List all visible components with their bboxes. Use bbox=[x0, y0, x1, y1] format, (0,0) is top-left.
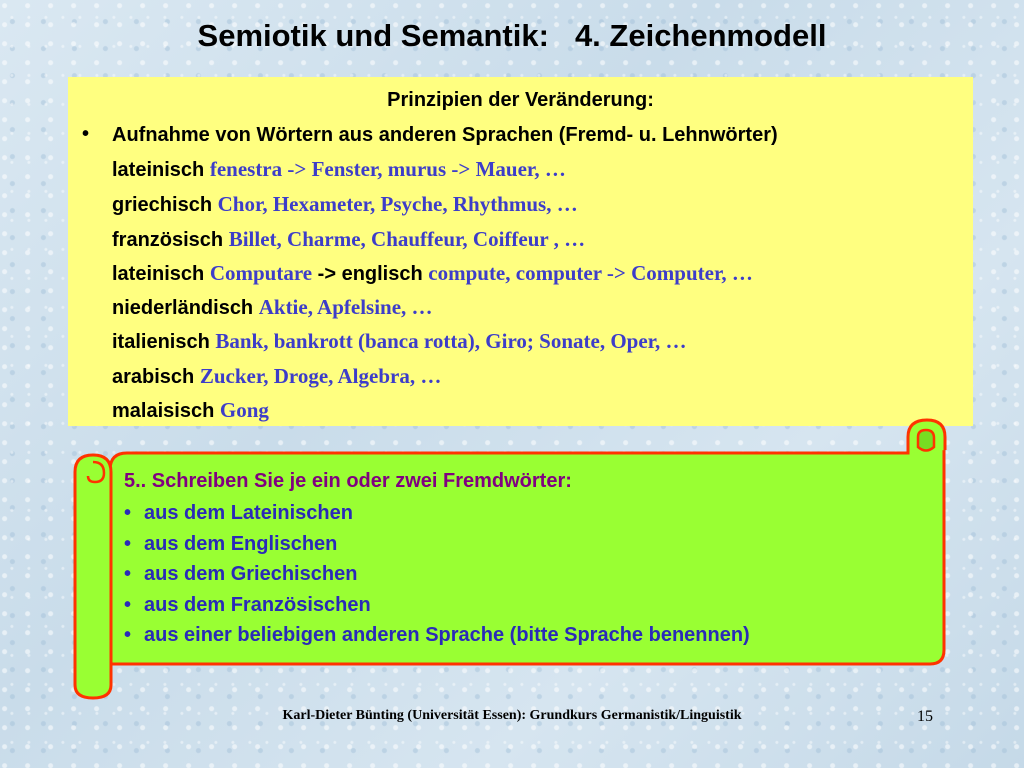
bullet-icon: • bbox=[124, 502, 132, 524]
title-part-1: Semiotik und Semantik: bbox=[197, 18, 549, 53]
language-label: niederländisch bbox=[112, 297, 254, 319]
bullet-icon: • bbox=[124, 624, 132, 646]
examples: Billet, Charme, Chauffeur, Coiffeur , … bbox=[228, 227, 586, 251]
task-item-text: aus dem Griechischen bbox=[144, 563, 358, 585]
task-item bbox=[124, 563, 357, 586]
examples: Bank, bankrott (banca rotta), Giro; Sonate, Oper, … bbox=[215, 329, 687, 353]
language-label: griechisch bbox=[112, 194, 213, 216]
language-label: malaisisch bbox=[112, 400, 215, 422]
footer-credit: Karl-Dieter Bünting (Universität Essen): Grundkurs Germanistik/Linguistik bbox=[282, 708, 742, 723]
language-label: lateinisch bbox=[112, 159, 205, 181]
page-number: 15 bbox=[917, 708, 933, 725]
task-item-text: aus dem Lateinischen bbox=[144, 502, 353, 524]
task-item-text: aus einer beliebigen anderen Sprache (bitte Sprache benennen) bbox=[144, 624, 750, 646]
task-item bbox=[124, 594, 371, 617]
task-item bbox=[124, 502, 353, 525]
examples: Zucker, Droge, Algebra, … bbox=[199, 364, 442, 388]
examples: Gong bbox=[219, 398, 269, 422]
examples: Aktie, Apfelsine, … bbox=[258, 295, 433, 319]
bullet-icon: • bbox=[124, 533, 132, 555]
examples-2: compute, computer -> Computer, … bbox=[428, 261, 753, 285]
examples: fenestra -> Fenster, murus -> Mauer, … bbox=[209, 157, 566, 181]
examples: Computare bbox=[209, 261, 313, 285]
language-label: arabisch bbox=[112, 366, 195, 388]
language-label: französisch bbox=[112, 229, 224, 251]
bullet-icon: • bbox=[124, 594, 132, 616]
language-label: italienisch bbox=[112, 331, 210, 353]
task-item-text: aus dem Französischen bbox=[144, 594, 371, 616]
task-item-text: aus dem Englischen bbox=[144, 533, 338, 555]
task-item bbox=[124, 624, 750, 647]
bullet-icon: • bbox=[82, 123, 90, 145]
task-heading: 5.. Schreiben Sie je ein oder zwei Fremdwörter: bbox=[124, 470, 572, 492]
bullet-icon: • bbox=[124, 563, 132, 585]
examples: Chor, Hexameter, Psyche, Rhythmus, … bbox=[217, 192, 578, 216]
language-label: lateinisch bbox=[112, 263, 205, 285]
main-point-text: Aufnahme von Wörtern aus anderen Sprachen (Fremd- u. Lehnwörter) bbox=[112, 124, 778, 146]
scroll-right-curl-inner bbox=[918, 430, 934, 451]
language-transition: -> englisch bbox=[317, 263, 423, 285]
title-part-2: 4. Zeichenmodell bbox=[574, 18, 827, 53]
scroll-left-roll bbox=[75, 455, 111, 698]
principles-heading: Prinzipien der Veränderung: bbox=[387, 89, 654, 111]
task-item bbox=[124, 533, 337, 556]
